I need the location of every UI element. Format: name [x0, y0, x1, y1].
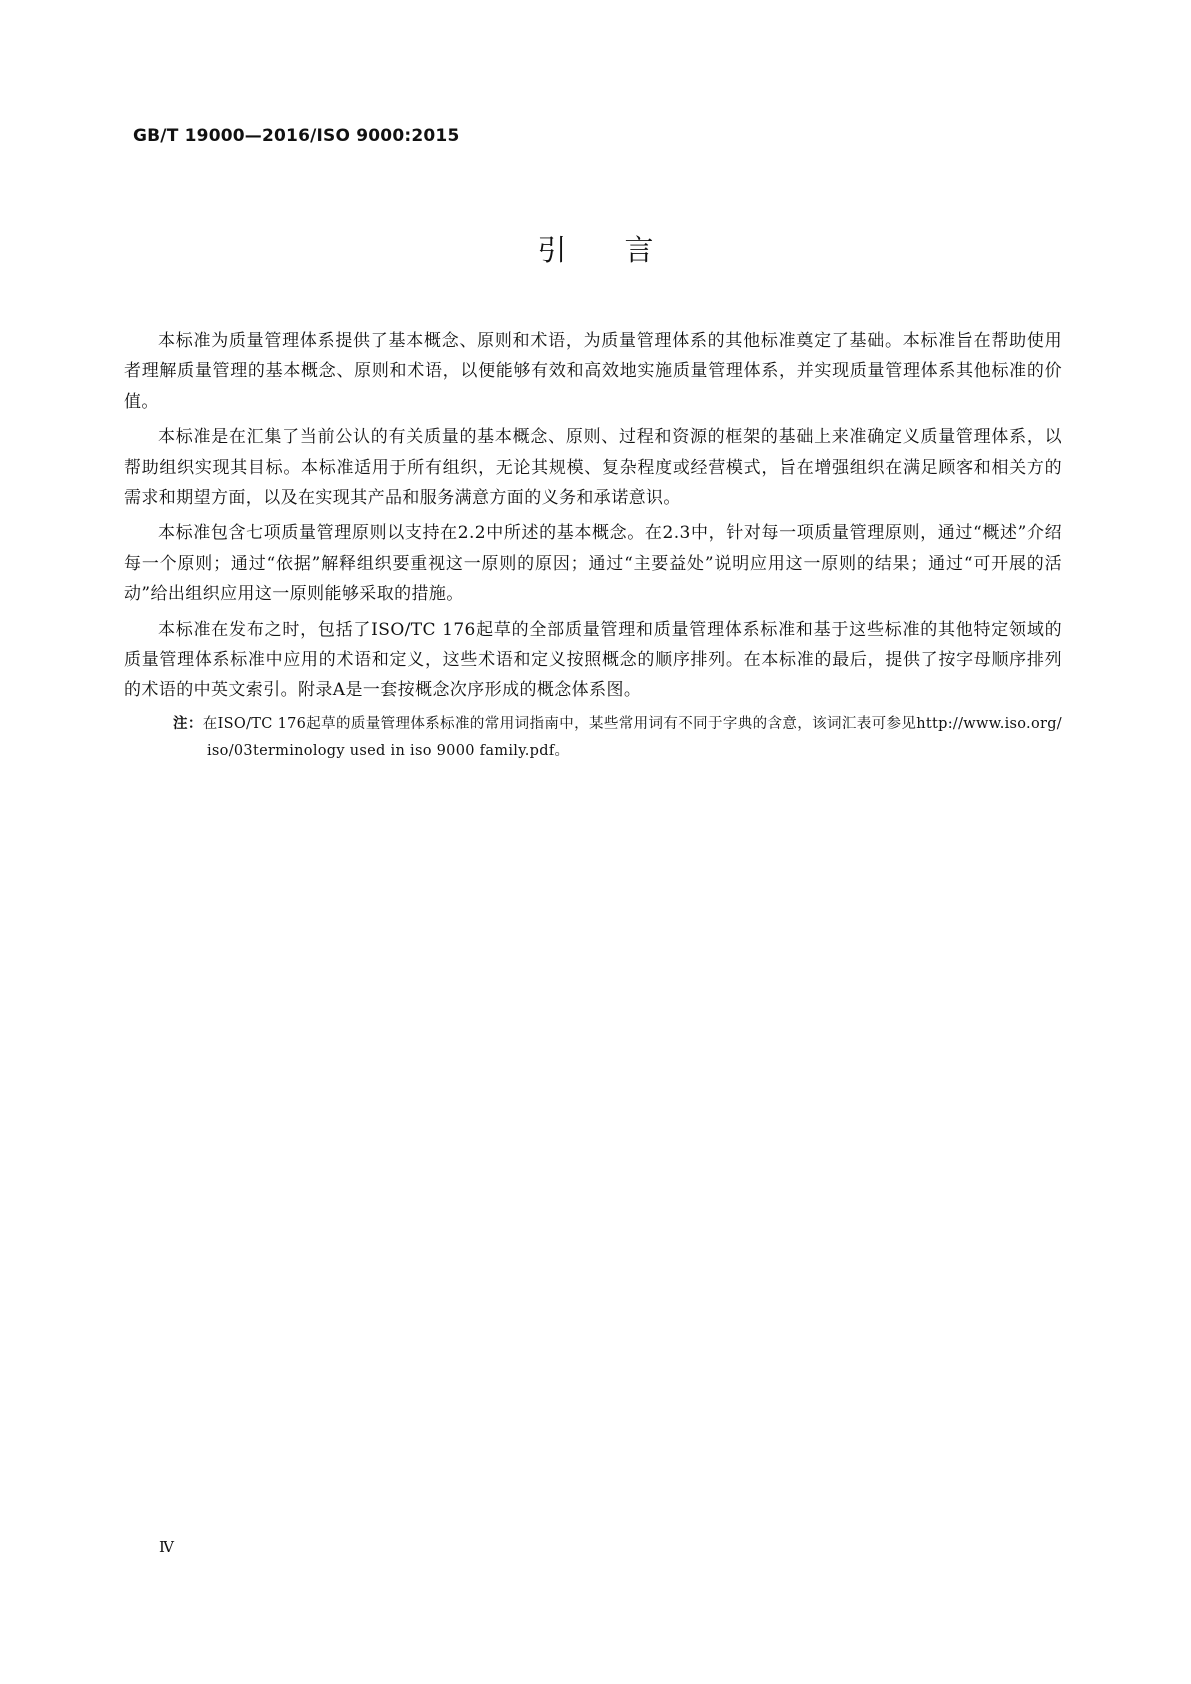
page-number: Ⅳ: [159, 1538, 174, 1556]
page-title: 引言: [537, 233, 712, 267]
note-label: 注：: [173, 715, 203, 732]
paragraph-4: 本标准在发布之时，包括了ISO/TC 176起草的全部质量管理和质量管理体系标准和基于这些标准的其他特定领域的质量管理体系标准中应用的术语和定义，这些术语和定义按照概念的顺序排列。在本标准的最后，提供了按字母顺序排列的术语的中英文索引。附录A是一套按概念次序形成的概念体系图。: [124, 619, 1062, 701]
paragraph-3: 本标准包含七项质量管理原则以支持在2.2中所述的基本概念。在2.3中，针对每一项质量管理原则，通过“概述”介绍每一个原则；通过“依据”解释组织要重视这一原则的原因；通过“主要益处”说明应用这一原则的结果；通过“可开展的活动”给出组织应用这一原则能够采取的措施。: [124, 523, 1062, 605]
introduction-body: [124, 326, 1062, 765]
standard-code-header: GB/T 19000—2016/ISO 9000:2015: [133, 126, 460, 146]
note: [124, 711, 1062, 765]
paragraph-2: 本标准是在汇集了当前公认的有关质量的基本概念、原则、过程和资源的框架的基础上来准确定义质量管理体系，以帮助组织实现其目标。本标准适用于所有组织，无论其规模、复杂程度或经营模式，旨在增强组织在满足顾客和相关方的需求和期望方面，以及在实现其产品和服务满意方面的义务和承诺意识。: [124, 427, 1062, 509]
note-text: 在ISO/TC 176起草的质量管理体系标准的常用词指南中，某些常用词有不同于字典的含意，该词汇表可参见http://www.iso.org/iso/03terminology used in iso 9000 family.pdf。: [202, 715, 1062, 759]
paragraph-1: 本标准为质量管理体系提供了基本概念、原则和术语，为质量管理体系的其他标准奠定了基础。本标准旨在帮助使用者理解质量管理的基本概念、原则和术语，以便能够有效和高效地实施质量管理体系，并实现质量管理体系其他标准的价值。: [124, 331, 1062, 412]
